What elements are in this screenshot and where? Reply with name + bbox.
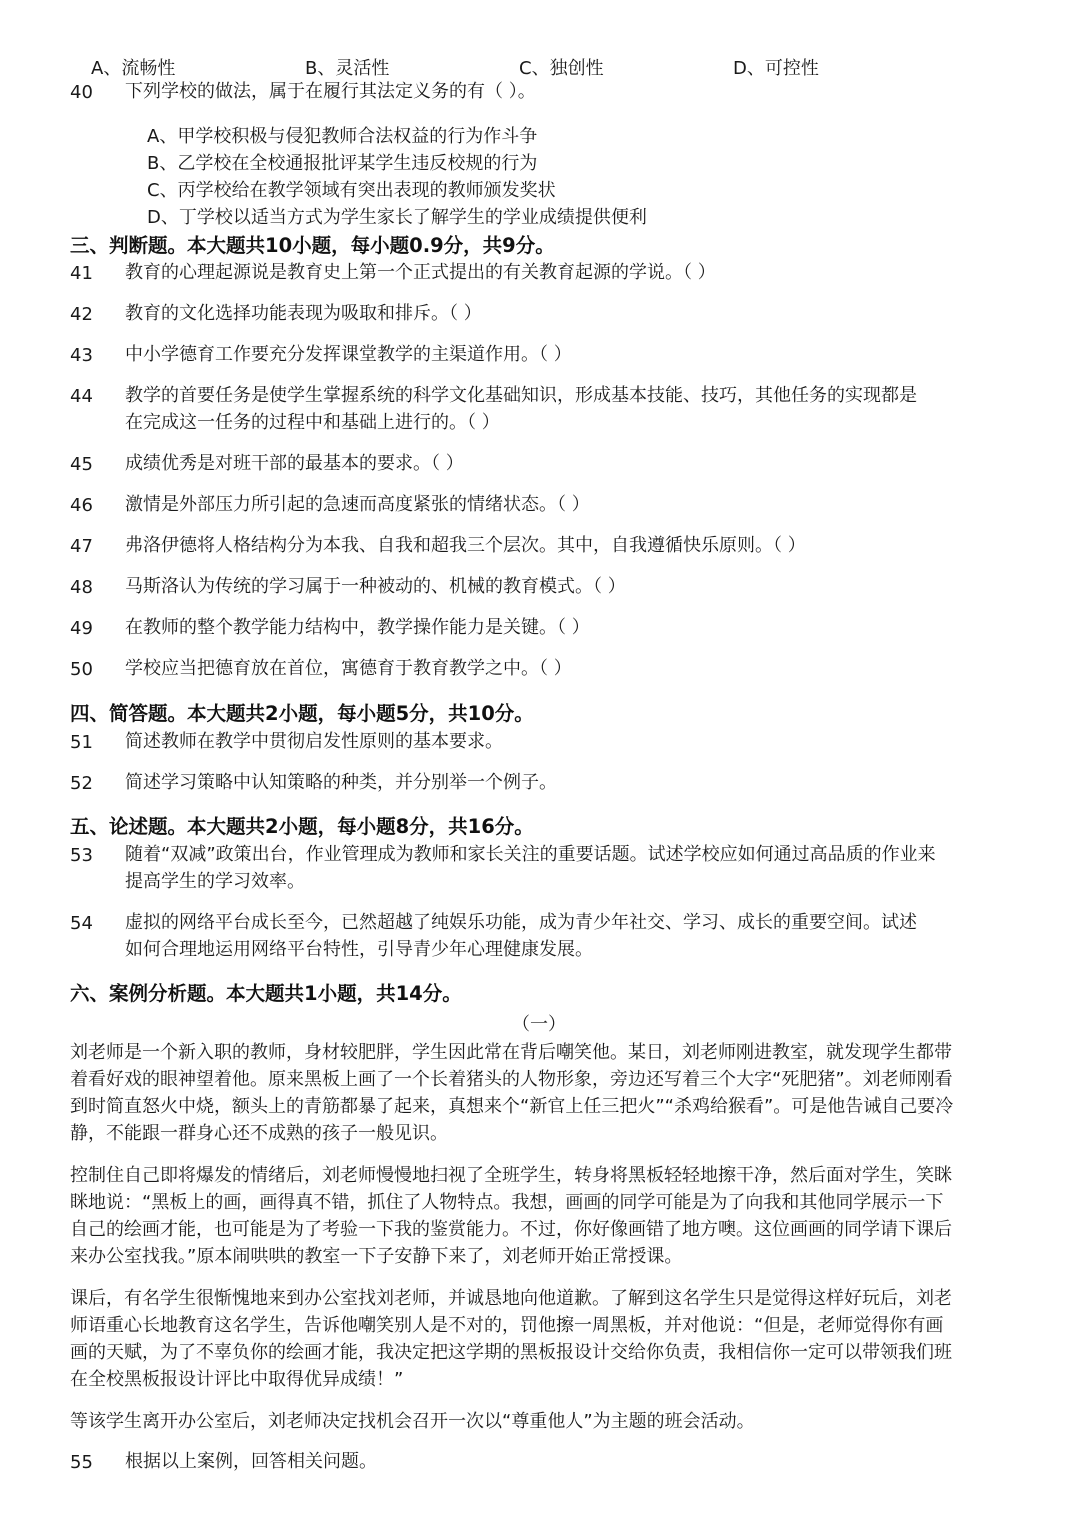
q40-option-b: B、乙学校在全校通报批评某学生违反校规的行为	[147, 153, 538, 174]
paragraph-line: 刘老师是一个新入职的教师，身材较肥胖，学生因此常在背后嘲笑他。某日，刘老师刚进教室，就发现学生都带	[70, 1042, 952, 1063]
question-text: 下列学校的做法，属于在履行其法定义务的有（ ）。	[125, 81, 536, 102]
q39-option-b: B、灵活性	[305, 58, 390, 79]
paragraph-line: 在全校黑板报设计评比中取得优异成绩！”	[70, 1369, 404, 1390]
q39-option-c: C、独创性	[519, 58, 604, 79]
question-text-line-1: 随着“双减”政策出台，作业管理成为教师和家长关注的重要话题。试述学校应如何通过高品质的作业来	[125, 844, 936, 865]
question-number: 52	[70, 773, 93, 794]
question-number: 41	[70, 263, 93, 284]
question-text: 成绩优秀是对班干部的最基本的要求。（ ）	[125, 453, 464, 474]
question-number: 49	[70, 618, 93, 639]
paragraph-line: 到时简直怒火中烧，额头上的青筋都暴了起来，真想来个“新官上任三把火”“杀鸡给猴看”。可是他告诫自己要冷	[70, 1096, 954, 1117]
question-number: 45	[70, 454, 93, 475]
question-number: 48	[70, 577, 93, 598]
question-text: 马斯洛认为传统的学习属于一种被动的、机械的教育模式。（ ）	[125, 576, 626, 597]
question-number: 46	[70, 495, 93, 516]
question-number: 51	[70, 732, 93, 753]
paragraph-line: 自己的绘画才能，也可能是为了考验一下我的鉴赏能力。不过，你好像画错了地方噢。这位画画的同学请下课后	[70, 1219, 952, 1240]
paragraph-line: 师语重心长地教育这名学生，告诉他嘲笑别人是不对的，罚他擦一周黑板，并对他说：“但是，老师觉得你有画	[70, 1315, 944, 1336]
case-paragraph-4	[70, 1408, 1010, 1435]
paragraph-line: 着看好戏的眼神望着他。原来黑板上画了一个长着猪头的人物形象，旁边还写着三个大字“死肥猪”。刘老师刚看	[70, 1069, 953, 1090]
paragraph-line: 来办公室找我。”原本闹哄哄的教室一下子安静下来了，刘老师开始正常授课。	[70, 1246, 683, 1267]
case-paragraph-1	[70, 1039, 1010, 1147]
question-text-line-2: 在完成这一任务的过程中和基础上进行的。（ ）	[125, 412, 500, 433]
q39-option-d: D、可控性	[733, 58, 819, 79]
question-text: 教育的心理起源说是教育史上第一个正式提出的有关教育起源的学说。（ ）	[125, 262, 716, 283]
question-text: 简述学习策略中认知策略的种类，并分别举一个例子。	[125, 772, 557, 793]
case-paragraph-3	[70, 1285, 1010, 1393]
paragraph-line: 眯地说：“黑板上的画，画得真不错，抓住了人物特点。我想，画画的同学可能是为了向我和其他同学展示一下	[70, 1192, 944, 1213]
q40-option-d: D、丁学校以适当方式为学生家长了解学生的学业成绩提供便利	[147, 207, 647, 228]
question-text: 学校应当把德育放在首位，寓德育于教育教学之中。（ ）	[125, 658, 572, 679]
question-number: 44	[70, 386, 93, 407]
case-paragraph-2	[70, 1162, 1010, 1270]
question-number: 55	[70, 1452, 93, 1473]
question-number: 53	[70, 845, 93, 866]
section-heading-judgment: 三、判断题。本大题共10小题，每小题0.9分，共9分。	[70, 234, 555, 257]
paragraph-line: 等该学生离开办公室后，刘老师决定找机会召开一次以“尊重他人”为主题的班会活动。	[70, 1411, 755, 1432]
section-heading-short-answer: 四、简答题。本大题共2小题，每小题5分，共10分。	[70, 702, 534, 725]
question-number: 54	[70, 913, 93, 934]
q39-option-a: A、流畅性	[91, 58, 176, 79]
section-heading-case-analysis: 六、案例分析题。本大题共1小题，共14分。	[70, 982, 462, 1005]
question-text: 中小学德育工作要充分发挥课堂教学的主渠道作用。（ ）	[125, 344, 572, 365]
question-text: 弗洛伊德将人格结构分为本我、自我和超我三个层次。其中，自我遵循快乐原则。（ ）	[125, 535, 806, 556]
question-text-line-2: 提高学生的学习效率。	[125, 871, 305, 892]
question-text-line-1: 教学的首要任务是使学生掌握系统的科学文化基础知识，形成基本技能、技巧，其他任务的实现都是	[125, 385, 917, 406]
question-text-line-1: 虚拟的网络平台成长至今，已然超越了纯娱乐功能，成为青少年社交、学习、成长的重要空间。试述	[125, 912, 917, 933]
paragraph-line: 画的天赋，为了不辜负你的绘画才能，我决定把这学期的黑板报设计交给你负责，我相信你一定可以带领我们班	[70, 1342, 952, 1363]
question-text: 简述教师在教学中贯彻启发性原则的基本要求。	[125, 731, 503, 752]
case-label: （一）	[512, 1014, 566, 1035]
question-number: 43	[70, 345, 93, 366]
question-text-line-2: 如何合理地运用网络平台特性，引导青少年心理健康发展。	[125, 939, 593, 960]
question-text: 在教师的整个教学能力结构中，教学操作能力是关键。（ ）	[125, 617, 590, 638]
section-heading-essay: 五、论述题。本大题共2小题，每小题8分，共16分。	[70, 815, 534, 838]
question-number: 42	[70, 304, 93, 325]
paragraph-line: 静，不能跟一群身心还不成熟的孩子一般见识。	[70, 1123, 448, 1144]
q40-option-a: A、甲学校积极与侵犯教师合法权益的行为作斗争	[147, 126, 538, 147]
paragraph-line: 课后，有名学生很惭愧地来到办公室找刘老师，并诚恳地向他道歉。了解到这名学生只是觉得这样好玩后，刘老	[70, 1288, 952, 1309]
question-number: 40	[70, 82, 93, 103]
paragraph-line: 控制住自己即将爆发的情绪后，刘老师慢慢地扫视了全班学生，转身将黑板轻轻地擦干净，然后面对学生，笑眯	[70, 1165, 952, 1186]
question-number: 50	[70, 659, 93, 680]
question-number: 47	[70, 536, 93, 557]
question-text: 教育的文化选择功能表现为吸取和排斥。（ ）	[125, 303, 482, 324]
question-text: 根据以上案例，回答相关问题。	[125, 1451, 377, 1472]
question-text: 激情是外部压力所引起的急速而高度紧张的情绪状态。（ ）	[125, 494, 590, 515]
q40-option-c: C、丙学校给在教学领域有突出表现的教师颁发奖状	[147, 180, 556, 201]
